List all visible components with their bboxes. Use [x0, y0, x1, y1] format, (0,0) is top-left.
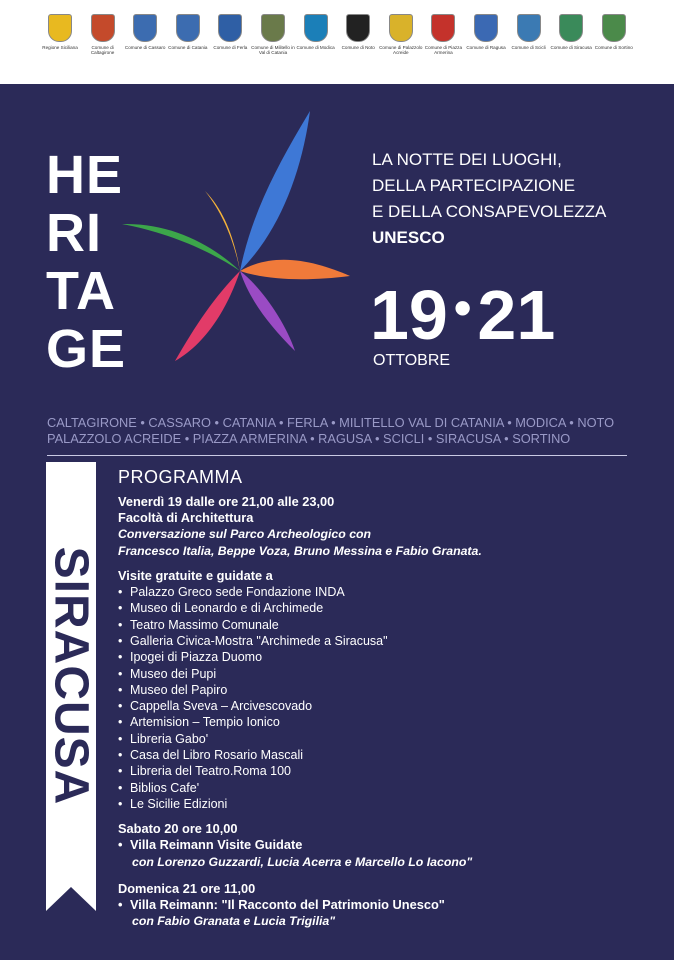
heritage-flower-logo [120, 106, 360, 376]
date-separator: • [453, 280, 472, 336]
crest-logo [592, 14, 636, 50]
saturday-guests: con Lorenzo Guzzardi, Lucia Acerra e Marcello Lo Iacono" [132, 854, 473, 869]
crest-shield-icon [48, 14, 72, 42]
crest-shield-icon [474, 14, 498, 42]
crest-logo [336, 14, 380, 50]
heritage-logo-text [46, 146, 126, 378]
crest-caption: Comune di Ferla [213, 45, 248, 50]
crest-caption: Comune di Sortino [594, 45, 633, 50]
crest-caption: Comune di Piazza Armerina [424, 45, 463, 56]
tagline-line: LA NOTTE DEI LUOGHI, [372, 150, 562, 169]
list-item: • Libreria del Teatro.Roma 100 [118, 763, 658, 779]
crest-caption: Comune di Scicli [511, 45, 546, 50]
crest-caption: Comune di Cassaro [124, 45, 166, 50]
crest-caption: Comune di Noto [341, 45, 375, 50]
city-name: SIRACUSA [44, 546, 98, 806]
saturday-time: Sabato 20 ore 10,00 [118, 821, 238, 837]
crest-caption: Comune di Modica [296, 45, 335, 50]
list-item: • Galleria Civica-Mostra "Archimede a Siracusa" [118, 633, 658, 649]
petal-purple [240, 271, 295, 351]
crest-shield-icon [218, 14, 242, 42]
crest-caption: Regione Siciliana [42, 45, 78, 50]
petal-green [122, 224, 240, 271]
crest-logo [507, 14, 551, 50]
crest-shield-icon [261, 14, 285, 42]
crest-logo [81, 14, 125, 56]
crest-caption: Comune di Palazzolo Acreide [379, 45, 423, 56]
list-item: • Museo del Papiro [118, 682, 658, 698]
list-item: • Casa del Libro Rosario Mascali [118, 747, 658, 763]
crest-logo [166, 14, 210, 50]
crest-shield-icon [91, 14, 115, 42]
crest-caption: Comune di Catania [168, 45, 208, 50]
logo-line: HE [46, 145, 124, 205]
crest-logo [421, 14, 465, 56]
date-start: 19 [370, 276, 448, 354]
divider [47, 455, 627, 456]
crest-caption: Comune di Caltagirone [90, 45, 115, 56]
event-month: OTTOBRE [373, 352, 451, 369]
date-end: 21 [477, 276, 556, 354]
towns-line: PALAZZOLO ACREIDE • PIAZZA ARMERINA • RAGUSA • SCICLI • SIRACUSA • SORTINO [47, 430, 571, 446]
logo-line: GE [46, 319, 127, 379]
list-item: • Artemision – Tempio Ionico [118, 714, 658, 730]
crest-logo [251, 14, 295, 56]
friday-time: Venerdì 19 dalle ore 21,00 alle 23,00 [118, 494, 335, 509]
saturday-event: • Villa Reimann Visite Guidate [118, 837, 658, 853]
crest-logo [379, 14, 423, 56]
crest-shield-icon [431, 14, 455, 42]
petal-orange [240, 260, 350, 279]
crest-shield-icon [559, 14, 583, 42]
sunday-event: • Villa Reimann: "Il Racconto del Patrimonio Unesco" [118, 897, 658, 913]
crest-shield-icon [602, 14, 626, 42]
logo-line: TA [46, 261, 116, 321]
visits-list [118, 584, 658, 812]
tagline-line: DELLA PARTECIPAZIONE [372, 176, 576, 195]
crest-shield-icon [176, 14, 200, 42]
crest-shield-icon [346, 14, 370, 42]
list-item: • Ipogei di Piazza Duomo [118, 649, 658, 665]
tagline-unesco: UNESCO [372, 228, 445, 247]
friday-venue: Facoltà di Architettura [118, 510, 254, 526]
list-item: • Biblios Cafe' [118, 780, 658, 796]
list-item: • Palazzo Greco sede Fondazione INDA [118, 584, 658, 600]
crest-logo [208, 14, 252, 50]
list-item: • Cappella Sveva – Arcivescovado [118, 698, 658, 714]
visits-title: Visite gratuite e guidate a [118, 567, 273, 583]
sunday-time: Domenica 21 ore 11,00 [118, 880, 256, 896]
logo-line: RI [46, 203, 102, 263]
friday-talk: Conversazione sul Parco Archeologico con [118, 527, 372, 542]
crest-logo [123, 14, 167, 50]
program-section [118, 466, 658, 930]
crest-shield-icon [517, 14, 541, 42]
participating-towns [47, 415, 637, 446]
petal-blue [240, 111, 310, 271]
list-item: • Libreria Gabo' [118, 731, 658, 747]
list-item: • Museo dei Pupi [118, 666, 658, 682]
list-item: • Le Sicilie Edizioni [118, 796, 658, 812]
crest-logo [464, 14, 508, 50]
crest-shield-icon [304, 14, 328, 42]
tagline-line: E DELLA CONSAPEVOLEZZA [372, 202, 607, 221]
list-item: • Museo di Leonardo e di Archimede [118, 600, 658, 616]
crest-logo [38, 14, 82, 50]
sunday-guests: con Fabio Granata e Lucia Trigilia" [132, 914, 336, 929]
list-item: • Teatro Massimo Comunale [118, 617, 658, 633]
event-tagline [372, 147, 606, 251]
crest-caption: Comune di Siracusa [550, 45, 592, 50]
friday-speakers: Francesco Italia, Beppe Voza, Bruno Messina e Fabio Granata. [118, 543, 482, 558]
crest-caption: Comune di Ragusa [466, 45, 506, 50]
program-heading: PROGRAMMA [118, 467, 243, 487]
crest-logo [294, 14, 338, 50]
crest-shield-icon [133, 14, 157, 42]
crest-shield-icon [389, 14, 413, 42]
towns-line: CALTAGIRONE • CASSARO • CATANIA • FERLA • MILITELLO VAL DI CATANIA • MODICA • NOTO [47, 415, 615, 430]
event-dates [370, 270, 555, 353]
crest-caption: Comune di Militello in Val di Catania [251, 45, 295, 56]
crest-logo [549, 14, 593, 50]
petal-red [175, 271, 240, 361]
